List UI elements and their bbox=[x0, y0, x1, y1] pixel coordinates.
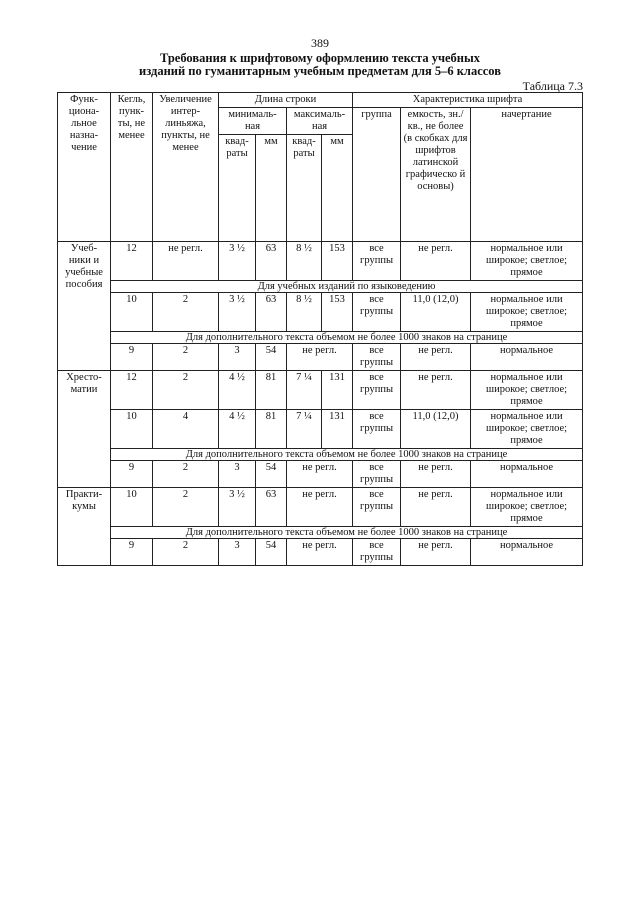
cell-group: все группы bbox=[353, 344, 401, 371]
cell-group: все группы bbox=[353, 488, 401, 527]
section-subheading-row bbox=[58, 332, 583, 344]
cell-leading: 2 bbox=[153, 539, 219, 566]
table-row bbox=[58, 344, 583, 371]
header-font-characteristic: Характеристика шрифта bbox=[353, 93, 583, 108]
cell-capacity: 11,0 (12,0) bbox=[401, 410, 471, 449]
cell-max-quad: 8 ½ bbox=[287, 293, 322, 332]
table-body bbox=[58, 242, 583, 566]
cell-capacity: не регл. bbox=[401, 371, 471, 410]
cell-capacity: не регл. bbox=[401, 488, 471, 527]
cell-max-mm: 153 bbox=[322, 293, 353, 332]
table-row bbox=[58, 242, 583, 281]
cell-max-quad: 8 ½ bbox=[287, 242, 322, 281]
cell-min-mm: 63 bbox=[256, 293, 287, 332]
cell-leading: 2 bbox=[153, 371, 219, 410]
section-name: Хресто-матии bbox=[58, 371, 111, 488]
cell-min-mm: 81 bbox=[256, 371, 287, 410]
cell-min-quad: 4 ½ bbox=[219, 371, 256, 410]
page-number: 389 bbox=[311, 36, 329, 50]
cell-min-quad: 3 ½ bbox=[219, 488, 256, 527]
section-note: Для учебных изданий по языковедению bbox=[111, 281, 583, 293]
section-note: Для дополнительного текста объемом не более 1000 знаков на странице bbox=[111, 332, 583, 344]
requirements-table bbox=[57, 92, 583, 566]
header-style: начертание bbox=[471, 108, 583, 242]
cell-max-quad: 7 ¼ bbox=[287, 410, 322, 449]
cell-group: все группы bbox=[353, 539, 401, 566]
section-note: Для дополнительного текста объемом не более 1000 знаков на странице bbox=[111, 449, 583, 461]
cell-min-mm: 54 bbox=[256, 461, 287, 488]
cell-min-mm: 63 bbox=[256, 488, 287, 527]
header-max-length: максималь-ная bbox=[287, 108, 353, 135]
cell-style: нормальное или широкое; светлое; прямое bbox=[471, 410, 583, 449]
cell-min-mm: 81 bbox=[256, 410, 287, 449]
cell-group: все группы bbox=[353, 242, 401, 281]
section-name: Практи-кумы bbox=[58, 488, 111, 566]
title-line-2: изданий по гуманитарным учебным предметам для 5–6 классов bbox=[139, 64, 501, 78]
cell-group: все группы bbox=[353, 371, 401, 410]
cell-min-mm: 54 bbox=[256, 344, 287, 371]
cell-leading: 2 bbox=[153, 344, 219, 371]
section-subheading-row bbox=[58, 527, 583, 539]
cell-style: нормальное или широкое; светлое; прямое bbox=[471, 371, 583, 410]
table-label: Таблица 7.3 bbox=[522, 79, 583, 93]
cell-capacity: не регл. bbox=[401, 539, 471, 566]
cell-style: нормальное или широкое; светлое; прямое bbox=[471, 293, 583, 332]
cell-group: все группы bbox=[353, 410, 401, 449]
cell-size: 12 bbox=[111, 371, 153, 410]
cell-style: нормальное bbox=[471, 344, 583, 371]
cell-leading: не регл. bbox=[153, 242, 219, 281]
cell-size: 9 bbox=[111, 344, 153, 371]
page-title bbox=[0, 52, 640, 78]
cell-style: нормальное bbox=[471, 461, 583, 488]
cell-min-quad: 3 bbox=[219, 344, 256, 371]
cell-size: 12 bbox=[111, 242, 153, 281]
cell-capacity: не регл. bbox=[401, 242, 471, 281]
cell-max-mm: 131 bbox=[322, 371, 353, 410]
cell-max-length: не регл. bbox=[287, 461, 353, 488]
cell-min-quad: 4 ½ bbox=[219, 410, 256, 449]
cell-style: нормальное или широкое; светлое; прямое bbox=[471, 242, 583, 281]
table-row bbox=[58, 488, 583, 527]
cell-leading: 4 bbox=[153, 410, 219, 449]
cell-min-mm: 54 bbox=[256, 539, 287, 566]
table-row bbox=[58, 461, 583, 488]
cell-group: все группы bbox=[353, 293, 401, 332]
cell-min-quad: 3 ½ bbox=[219, 242, 256, 281]
section-subheading-row bbox=[58, 449, 583, 461]
header-group: группа bbox=[353, 108, 401, 242]
cell-size: 10 bbox=[111, 410, 153, 449]
cell-max-length: не регл. bbox=[287, 344, 353, 371]
table-row bbox=[58, 410, 583, 449]
title-line-1: Требования к шрифтовому оформлению текста учебных bbox=[159, 51, 480, 65]
cell-min-quad: 3 bbox=[219, 461, 256, 488]
header-line-length: Длина строки bbox=[219, 93, 353, 108]
cell-leading: 2 bbox=[153, 488, 219, 527]
header-purpose: Функ-циона-льное назна-чение bbox=[58, 93, 111, 242]
header-leading: Увеличение интер-линьяжа, пункты, не менее bbox=[153, 93, 219, 242]
cell-size: 10 bbox=[111, 488, 153, 527]
section-name: Учеб-ники и учебные пособия bbox=[58, 242, 111, 371]
table-row bbox=[58, 539, 583, 566]
header-capacity: емкость, зн./кв., не более (в скобках для шрифтов латинской графическо й основы) bbox=[401, 108, 471, 242]
cell-capacity: не регл. bbox=[401, 344, 471, 371]
cell-leading: 2 bbox=[153, 293, 219, 332]
header-max-quad: квад-раты bbox=[287, 135, 322, 242]
cell-min-quad: 3 ½ bbox=[219, 293, 256, 332]
cell-max-quad: 7 ¼ bbox=[287, 371, 322, 410]
header-max-mm: мм bbox=[322, 135, 353, 242]
cell-leading: 2 bbox=[153, 461, 219, 488]
cell-min-mm: 63 bbox=[256, 242, 287, 281]
cell-capacity: 11,0 (12,0) bbox=[401, 293, 471, 332]
cell-capacity: не регл. bbox=[401, 461, 471, 488]
cell-size: 9 bbox=[111, 539, 153, 566]
header-min-length: минималь-ная bbox=[219, 108, 287, 135]
cell-max-length: не регл. bbox=[287, 488, 353, 527]
section-note: Для дополнительного текста объемом не более 1000 знаков на странице bbox=[111, 527, 583, 539]
cell-min-quad: 3 bbox=[219, 539, 256, 566]
section-subheading-row bbox=[58, 281, 583, 293]
table-row bbox=[58, 371, 583, 410]
cell-size: 9 bbox=[111, 461, 153, 488]
cell-style: нормальное или широкое; светлое; прямое bbox=[471, 488, 583, 527]
cell-style: нормальное bbox=[471, 539, 583, 566]
cell-size: 10 bbox=[111, 293, 153, 332]
table-row bbox=[58, 293, 583, 332]
cell-max-mm: 153 bbox=[322, 242, 353, 281]
cell-max-mm: 131 bbox=[322, 410, 353, 449]
header-size: Кегль, пунк-ты, не менее bbox=[111, 93, 153, 242]
header-min-quad: квад-раты bbox=[219, 135, 256, 242]
header-min-mm: мм bbox=[256, 135, 287, 242]
cell-group: все группы bbox=[353, 461, 401, 488]
cell-max-length: не регл. bbox=[287, 539, 353, 566]
